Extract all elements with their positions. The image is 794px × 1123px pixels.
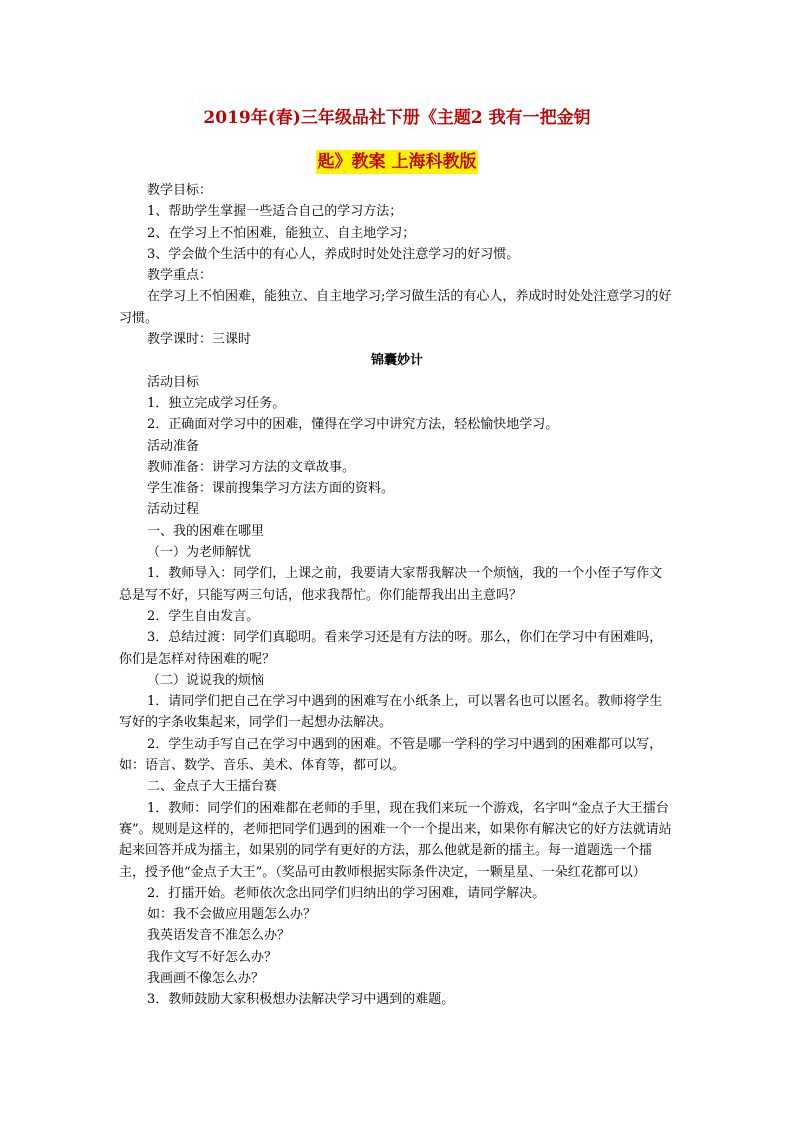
example-question-2: 我英语发音不准怎么办？ — [147, 928, 291, 944]
title-text-1: 2019年(春)三年级品社下册《主题2 我有一把金钥 — [203, 108, 591, 128]
part-two-heading: 二、金点子大王擂台赛 — [147, 779, 278, 795]
class-hours: 教学课时：三课时 — [147, 332, 252, 348]
example-question-4: 我画画不像怎么办？ — [147, 970, 265, 986]
goal-item-2: 2、在学习上不怕困难，能独立、自主地学习； — [147, 225, 416, 241]
step-teacher-intro: 1．教师导入：同学们，上课之前，我要请大家帮我解决一个烦恼，我的一个小侄子写作文总是写不好，只能写两三句话，他求我帮忙。你们能帮我出出主意吗？ — [119, 566, 663, 603]
step-free-speech: 2．学生自由发言。 — [147, 608, 260, 624]
document-title-line1 — [0, 106, 794, 130]
example-question-3: 我作文写不好怎么办？ — [147, 949, 278, 965]
step-contest-start: 2．打擂开始。老师依次念出同学们归纳出的学习困难，请同学解决。 — [147, 885, 546, 901]
section-title: 锦囊妙计 — [370, 353, 423, 369]
goal-item-3: 3、学会做个生活中的有心人，养成时时处处注意学习的好习惯。 — [147, 246, 520, 262]
document-body — [119, 180, 675, 1011]
step-students-write: 2．学生动手写自己在学习中遇到的困难。不管是哪一学科的学习中遇到的困难都可以写，如：语言、数学、音乐、美术、体育等，都可以。 — [119, 736, 663, 774]
document-title-line2 — [0, 150, 794, 174]
activity-goal-2: 2．正确面对学习中的困难，懂得在学习中讲究方法，轻松愉快地学习。 — [147, 417, 559, 433]
heading-activity-prep: 活动准备 — [147, 438, 200, 454]
heading-teaching-goals: 教学目标： — [147, 183, 213, 198]
student-prep: 学生准备：课前搜集学习方法方面的资料。 — [147, 481, 395, 497]
step-encourage: 3．教师鼓励大家积极想办法解决学习中遇到的难题。 — [147, 992, 455, 1008]
heading-activity-goals: 活动目标 — [147, 374, 200, 390]
goal-item-1: 1、帮助学生掌握一些适合自己的学习方法； — [147, 204, 403, 220]
key-points-text: 在学习上不怕困难，能独立、自主地学习;学习做生活的有心人，养成时时处处注意学习的好习惯。 — [119, 289, 672, 326]
title-text-2: 匙》教案 上海科教版 — [317, 152, 477, 172]
heading-key-points: 教学重点： — [147, 268, 213, 284]
teacher-prep: 教师准备：讲学习方法的文章故事。 — [147, 459, 356, 475]
step-game-rules: 1．教师：同学们的困难都在老师的手里，现在我们来玩一个游戏，名字叫“金点子大王擂台赛”。规则是这样的，老师把同学们遇到的困难一个一个提出来，如果你有解决它的好方法就请站起来回答并成为擂主，如果别的同学有更好的方法，那么他就是新的擂主。每一道题选一个擂主，授予他“金点子大王”。（奖品可由教师根据实际条件决定，一颗星星、一朵红花都可以） — [119, 800, 672, 880]
heading-activity-process: 活动过程 — [147, 502, 200, 518]
sub-one-heading: （一）为老师解忧 — [147, 545, 252, 561]
step-write-notes: 1．请同学们把自己在学习中遇到的困难写在小纸条上，可以署名也可以匿名。教师将学生写好的字条收集起来，同学们一起想办法解决。 — [119, 694, 663, 731]
example-question-1: 如：我不会做应用题怎么办？ — [147, 907, 317, 923]
activity-goal-1: 1．独立完成学习任务。 — [147, 395, 286, 411]
part-one-heading: 一、我的困难在哪里 — [147, 523, 265, 539]
sub-two-heading: （二）说说我的烦恼 — [147, 672, 265, 688]
step-transition: 3．总结过渡：同学们真聪明。看来学习还是有方法的呀。那么，你们在学习中有困难吗，你们是怎样对待困难的呢？ — [119, 630, 663, 667]
